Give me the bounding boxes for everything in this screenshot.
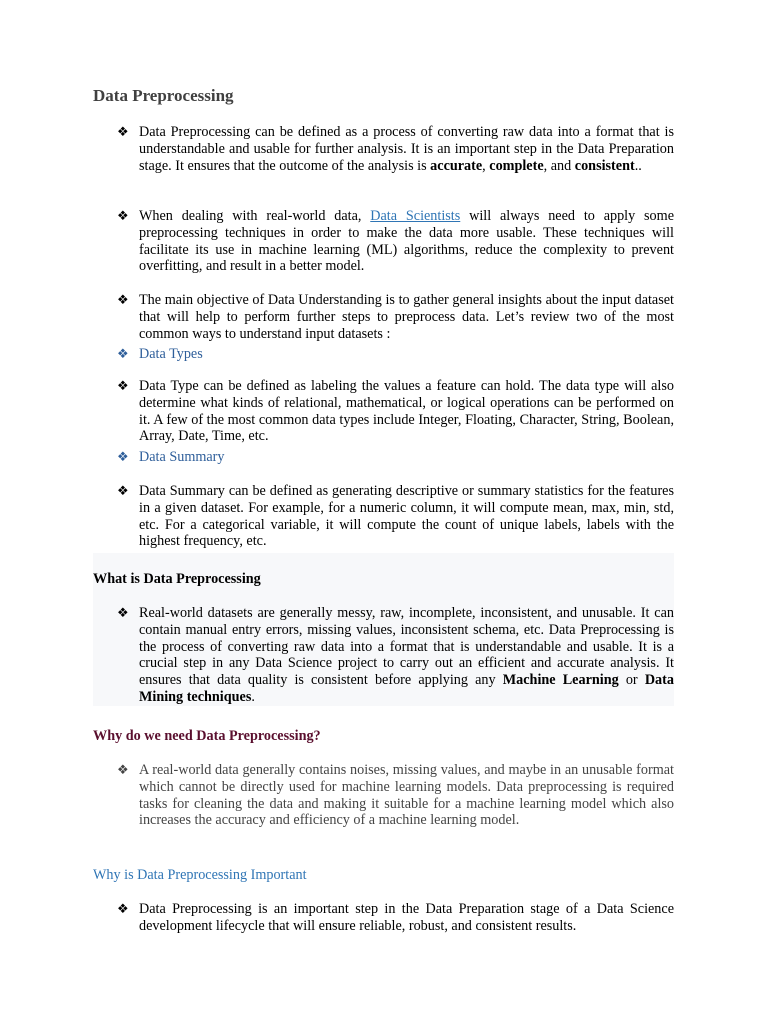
list-item — [117, 292, 674, 342]
page-title: Data Preprocessing — [93, 86, 234, 105]
diamond-bullet-icon: ❖ — [117, 378, 129, 393]
diamond-bullet-icon: ❖ — [117, 901, 129, 916]
paragraph-text: Data Preprocessing is an important step in the Data Preparation stage of a Data Science development lifecycle that will ensure reliable, robust, and consistent results. — [139, 901, 674, 934]
diamond-bullet-icon: ❖ — [117, 605, 129, 620]
separator: .. — [634, 157, 642, 174]
list-item — [117, 346, 674, 363]
diamond-bullet-icon: ❖ — [117, 449, 129, 464]
diamond-bullet-icon: ❖ — [117, 124, 129, 139]
separator: , — [482, 157, 490, 174]
diamond-bullet-icon: ❖ — [117, 762, 129, 777]
diamond-bullet-icon: ❖ — [117, 483, 129, 498]
paragraph-text: The main objective of Data Understanding is to gather general insights about the input dataset that will help to perform further steps to preprocess data. Let’s review two of the most common ways to understand input datasets : — [139, 292, 674, 342]
separator: . — [251, 688, 255, 705]
data-types-subheading: Data Types — [139, 346, 203, 362]
diamond-bullet-icon: ❖ — [117, 208, 129, 223]
diamond-bullet-icon: ❖ — [117, 292, 129, 307]
diamond-bullet-icon: ❖ — [117, 346, 129, 361]
paragraph-text-part: Data Preprocessing can be defined as a process of converting raw data into a format that is understandable and usable for further analysis. It is an important step in the Data Preparation stage. It ensures that the outcome of the analysis is — [139, 124, 674, 174]
why-important-heading: Why is Data Preprocessing Important — [93, 867, 307, 883]
bold-term: Machine Learning — [502, 672, 619, 689]
paragraph-text-part: When dealing with real-world data, — [139, 208, 371, 224]
list-item — [117, 124, 674, 174]
paragraph-text: A real-world data generally contains noises, missing values, and maybe in an unusable format which cannot be directly used for machine learning models. Data preprocessing is required tasks for cleaning the data and making it suitable for a machine learning model which also increases the accuracy and efficiency of a machine learning model. — [139, 762, 674, 829]
paragraph-text-part: Real-world datasets are generally messy, raw, incomplete, inconsistent, and unusable. It can contain manual entry errors, missing values, inconsistent schema, etc. Data Preprocessing is the process of converting raw data into a format that is understandable and usable. It is a crucial step in any Data Science project to carry out an efficient and accurate analysis. It ensures that data quality is consistent before applying any — [139, 605, 674, 689]
paragraph-text: Data Type can be defined as labeling the values a feature can hold. The data type will also determine what kinds of relational, mathematical, or logical operations can be performed on it. A few of the most common data types include Integer, Floating, Character, String, Boolean, Array, Date, Time, etc. — [139, 378, 674, 445]
separator: or — [618, 672, 645, 689]
list-item — [117, 762, 674, 829]
list-item — [117, 483, 674, 550]
paragraph-text — [139, 208, 674, 275]
data-scientists-link[interactable]: Data Scientists — [370, 208, 461, 224]
paragraph-text: Data Summary can be defined as generating descriptive or summary statistics for the features in a given dataset. For example, for a numeric column, it will compute mean, max, min, std, etc. For a categorical variable, it will compute the count of unique labels, labels with the highest frequency, etc. — [139, 483, 674, 550]
paragraph-text — [139, 605, 674, 706]
data-summary-subheading: Data Summary — [139, 449, 225, 465]
bold-term: Data Mining techniques — [139, 672, 674, 705]
paragraph-text-part: will always need to apply some preprocessing techniques in order to make the data more usable. These techniques will facilitate its use in machine learning (ML) algorithms, reduce the complexity to prevent overfitting, and result in a better model. — [139, 208, 674, 275]
separator: , and — [543, 157, 575, 174]
bold-term: consistent — [574, 157, 635, 174]
list-item — [117, 449, 674, 466]
bold-term: accurate — [430, 157, 483, 174]
list-item — [117, 901, 674, 935]
list-item — [117, 208, 674, 275]
what-is-heading: What is Data Preprocessing — [93, 571, 261, 587]
bold-term: complete — [489, 157, 544, 174]
paragraph-text — [139, 124, 674, 174]
list-item — [117, 605, 674, 706]
why-need-heading: Why do we need Data Preprocessing? — [93, 728, 321, 744]
list-item — [117, 378, 674, 445]
